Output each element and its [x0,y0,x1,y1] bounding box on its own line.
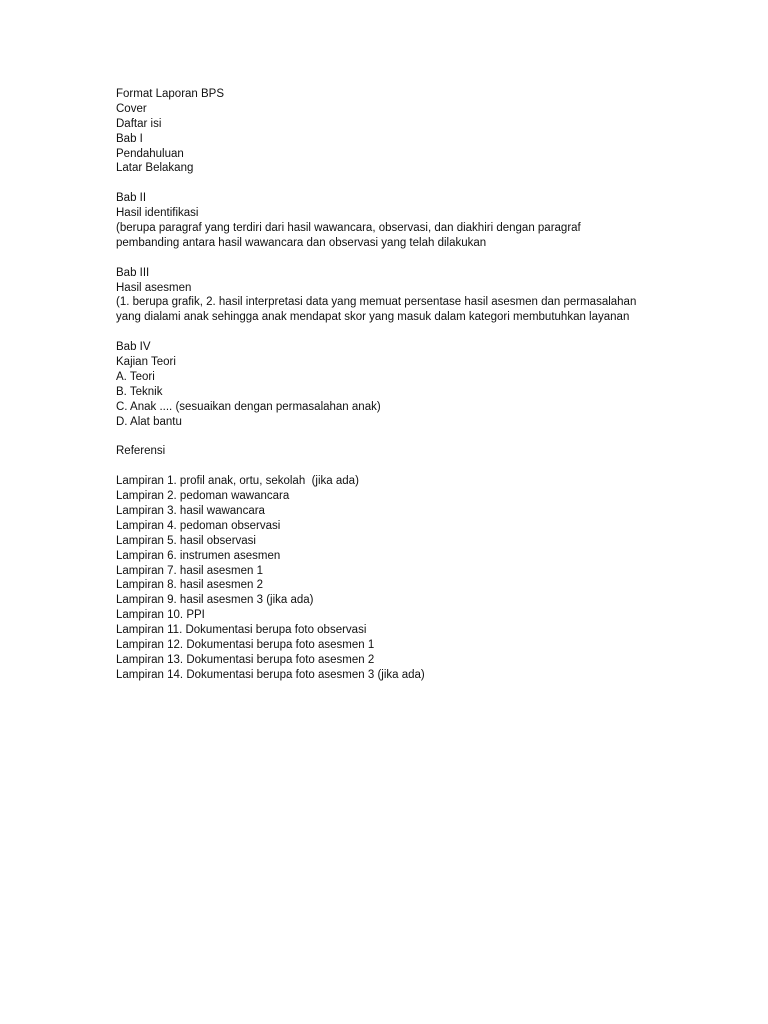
bab2-heading: Bab II [116,192,147,205]
section-gap [116,176,676,191]
bab2-note-line: (berupa paragraf yang terdiri dari hasil wawancara, observasi, dan diakhiri dengan paragraf [116,222,581,235]
bab1-line: Latar Belakang [116,162,194,175]
lampiran-item: Lampiran 1. profil anak, ortu, sekolah (jika ada) [116,475,359,488]
section-gap [116,251,676,266]
bab2-note-line: pembanding antara hasil wawancara dan observasi yang telah dilakukan [116,236,487,249]
lampiran-item: Lampiran 5. hasil observasi [116,534,256,547]
bab1-line: Pendahuluan [116,147,184,160]
bab1-heading: Bab I [116,132,143,145]
bab2-title: Hasil identifikasi [116,207,199,220]
lampiran-item: Lampiran 11. Dokumentasi berupa foto observasi [116,624,367,637]
lampiran-item: Lampiran 12. Dokumentasi berupa foto asesmen 1 [116,638,375,651]
lampiran-item: Lampiran 6. instrumen asesmen [116,549,281,562]
lampiran-item: Lampiran 8. hasil asesmen 2 [116,579,264,592]
section-gap [116,459,676,474]
document-title: Format Laporan BPS [116,88,225,100]
bab3-title: Hasil asesmen [116,281,192,294]
document-body [116,87,676,683]
referensi-heading: Referensi [116,445,166,458]
front-item-toc: Daftar isi [116,117,162,130]
front-item-cover: Cover [116,102,147,115]
lampiran-item: Lampiran 10. PPI [116,609,205,622]
section-gap [116,429,676,444]
bab4-item: C. Anak .... (sesuaikan dengan permasalahan anak) [116,400,381,413]
lampiran-item: Lampiran 7. hasil asesmen 1 [116,564,264,577]
bab4-item: A. Teori [116,370,155,383]
bab3-note-line: (1. berupa grafik, 2. hasil interpretasi data yang memuat persentase hasil asesmen dan permasalahan [116,296,637,309]
bab4-title: Kajian Teori [116,356,176,369]
bab3-note-line: yang dialami anak sehingga anak mendapat skor yang masuk dalam kategori membutuhkan layanan [116,311,630,324]
lampiran-item: Lampiran 9. hasil asesmen 3 (jika ada) [116,594,314,607]
lampiran-item: Lampiran 13. Dokumentasi berupa foto asesmen 2 [116,653,375,666]
lampiran-item: Lampiran 3. hasil wawancara [116,504,265,517]
lampiran-item: Lampiran 14. Dokumentasi berupa foto asesmen 3 (jika ada) [116,668,425,681]
section-gap [116,325,676,340]
bab4-item: D. Alat bantu [116,415,182,428]
bab4-heading: Bab IV [116,341,151,354]
lampiran-item: Lampiran 2. pedoman wawancara [116,490,290,503]
bab4-item: B. Teknik [116,385,163,398]
bab3-heading: Bab III [116,266,150,279]
lampiran-item: Lampiran 4. pedoman observasi [116,519,281,532]
